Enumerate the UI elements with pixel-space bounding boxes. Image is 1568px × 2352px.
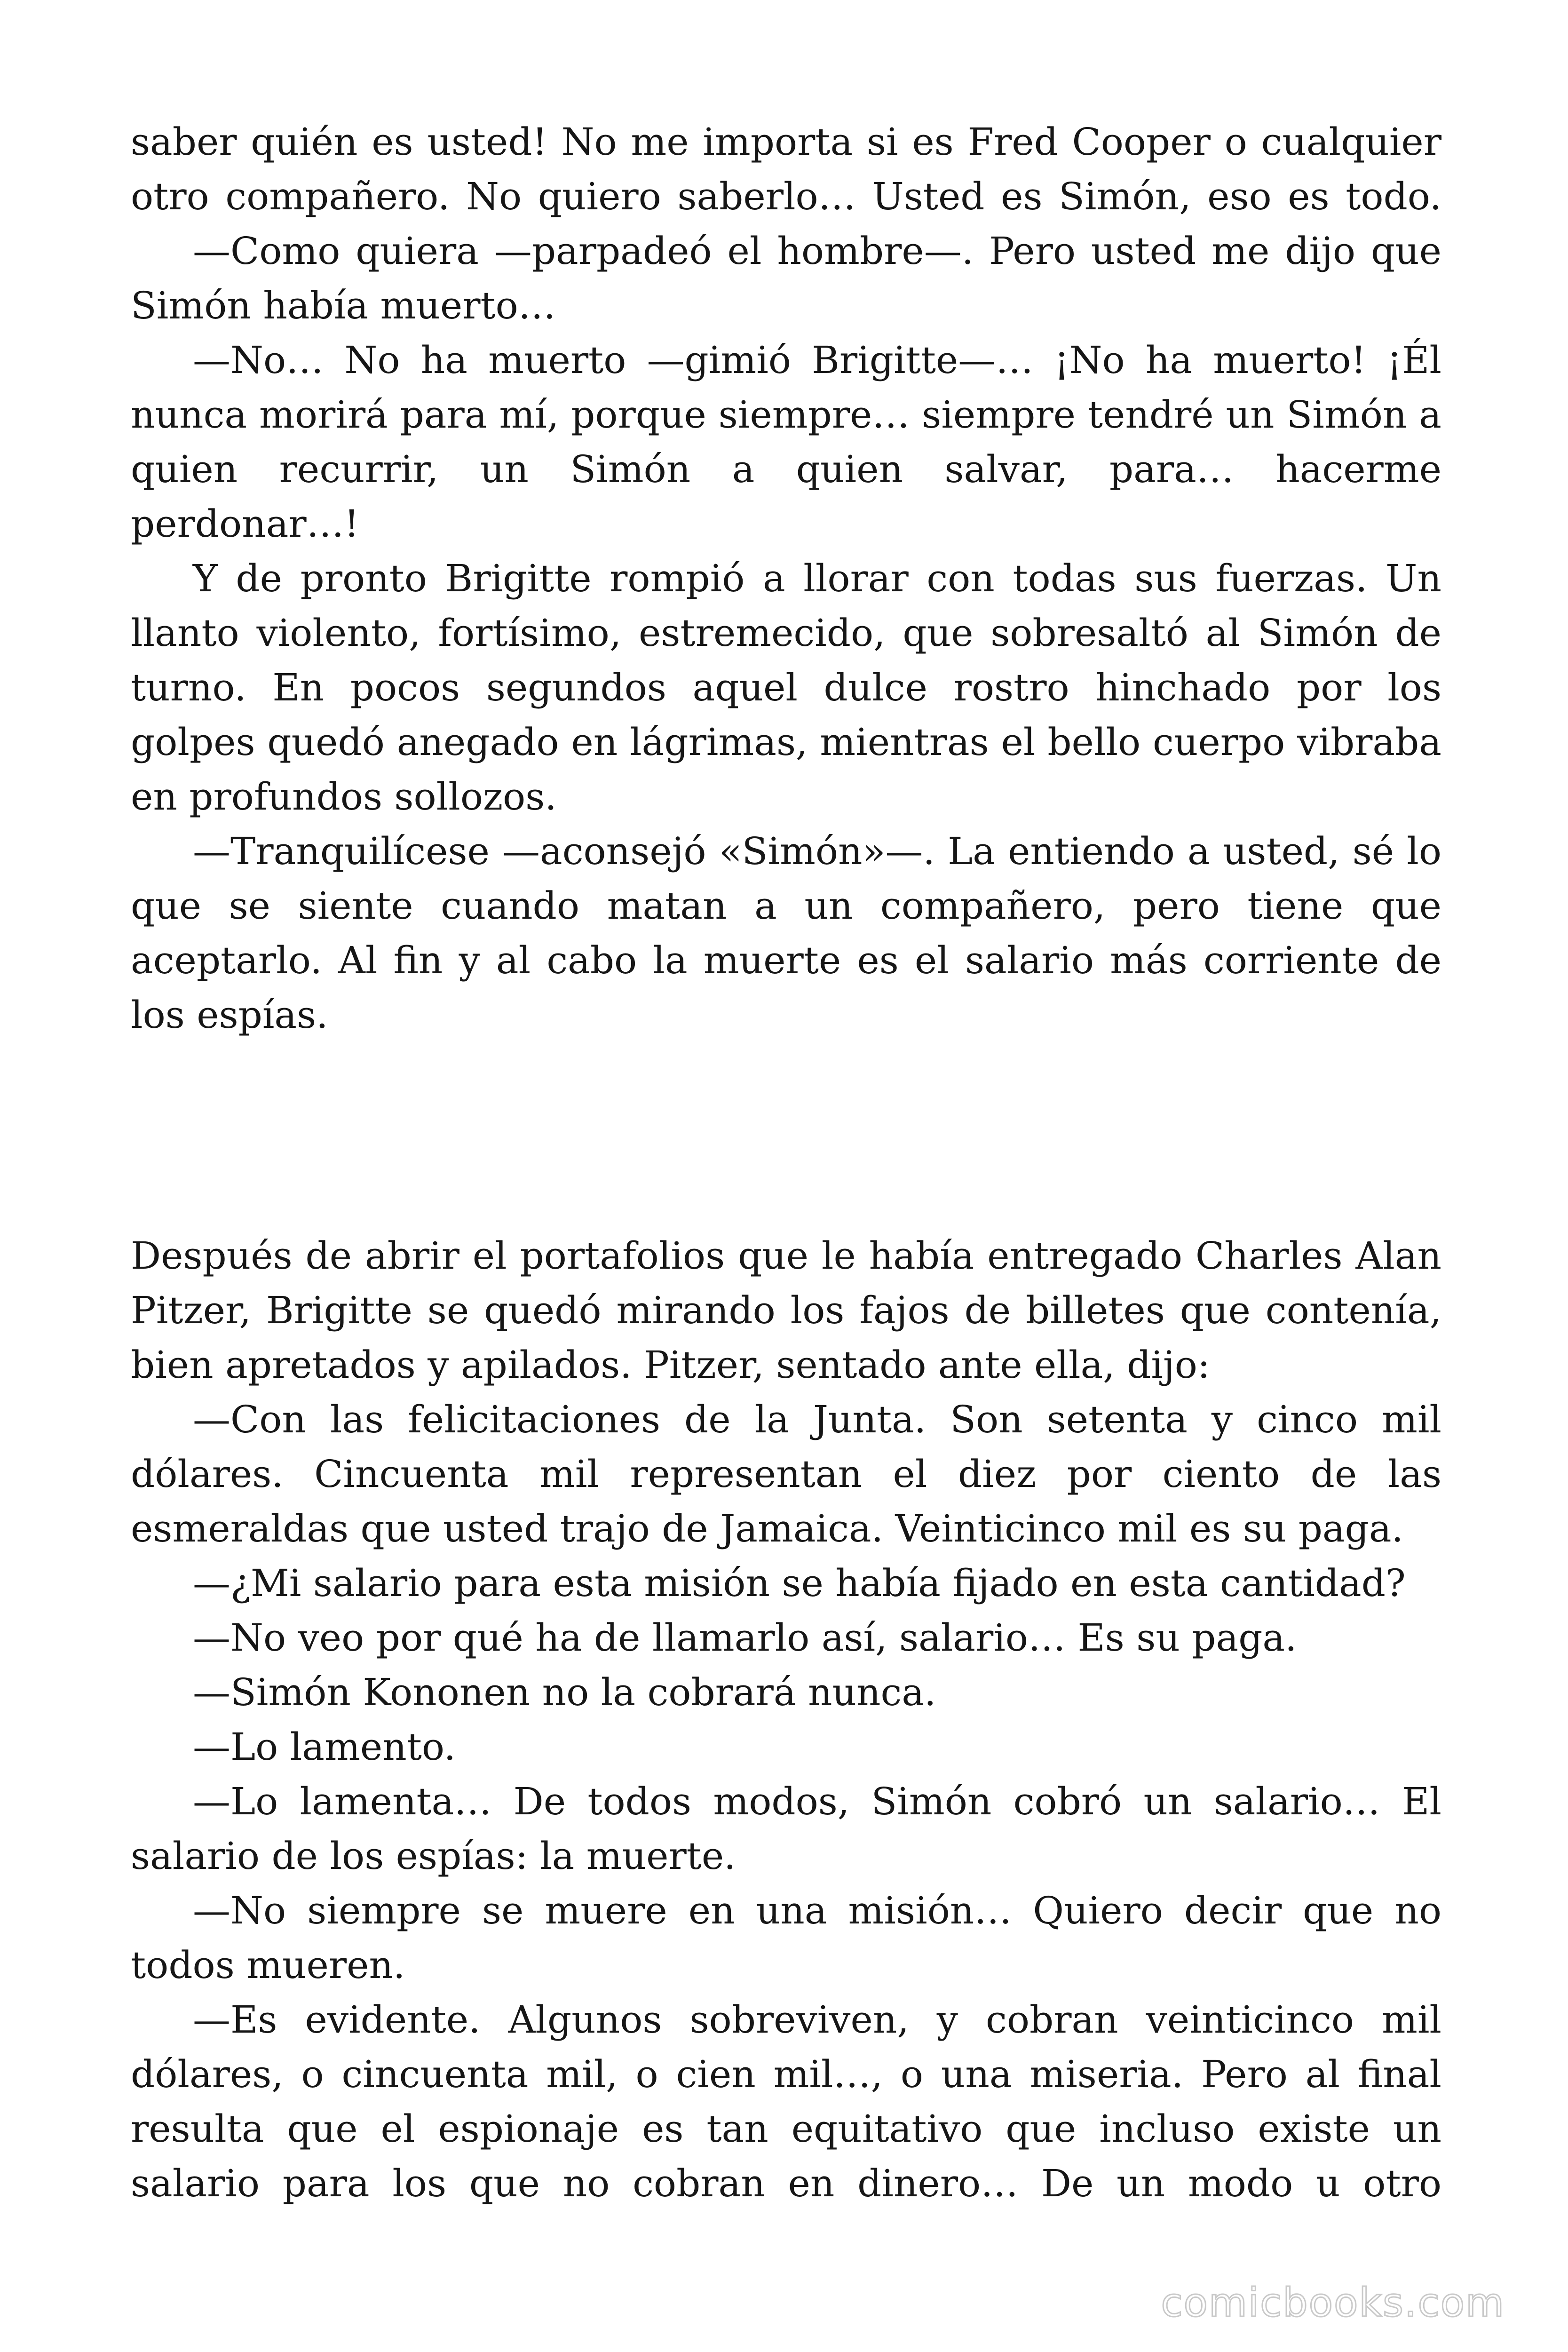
text-line: resulta que el espionaje es tan equitativo que incluso existe un <box>131 2107 1441 2151</box>
text-line: los espías. <box>131 993 328 1037</box>
text-line: salario de los espías: la muerte. <box>131 1834 736 1878</box>
watermark: comicbooks.com <box>1161 2280 1505 2326</box>
text-line: turno. En pocos segundos aquel dulce rostro hinchado por los <box>131 666 1441 709</box>
text-line: —Como quiera —parpadeó el hombre—. Pero usted me dijo que <box>193 229 1441 273</box>
text-line: dólares. Cincuenta mil representan el diez por ciento de las <box>131 1452 1441 1496</box>
text-line: llanto violento, fortísimo, estremecido, que sobresaltó al Simón de <box>131 611 1441 655</box>
text-line: salario para los que no cobran en dinero… De un modo u otro <box>131 2161 1441 2205</box>
text-line: en profundos sollozos. <box>131 775 557 818</box>
text-line: —Lo lamenta… De todos modos, Simón cobró un salario… El <box>193 1780 1441 1823</box>
text-line: Pitzer, Brigitte se quedó mirando los fajos de billetes que contenía, <box>131 1288 1441 1332</box>
text-line: —Simón Kononen no la cobrará nunca. <box>193 1670 936 1714</box>
text-line: Simón había muerto… <box>131 284 556 327</box>
text-line: —No veo por qué ha de llamarlo así, salario… Es su paga. <box>193 1616 1297 1660</box>
text-line: Y de pronto Brigitte rompió a llorar con todas sus fuerzas. Un <box>193 556 1441 600</box>
text-line: —¿Mi salario para esta misión se había fijado en esta cantidad? <box>193 1561 1406 1605</box>
text-line: otro compañero. No quiero saberlo… Usted es Simón, eso es todo. <box>131 175 1441 218</box>
text-line: saber quién es usted! No me importa si es Fred Cooper o cualquier <box>131 120 1441 164</box>
text-line: golpes quedó anegado en lágrimas, mientras el bello cuerpo vibraba <box>131 720 1441 764</box>
text-line: —Lo lamento. <box>193 1725 456 1769</box>
text-line: nunca morirá para mí, porque siempre… siempre tendré un Simón a <box>131 393 1441 437</box>
text-line: aceptarlo. Al fin y al cabo la muerte es el salario más corriente de <box>131 938 1441 982</box>
text-line: todos mueren. <box>131 1943 405 1987</box>
text-line: quien recurrir, un Simón a quien salvar, para… hacerme <box>131 447 1441 491</box>
text-line: —No siempre se muere en una misión… Quiero decir que no <box>193 1889 1441 1932</box>
text-line: que se siente cuando matan a un compañero, pero tiene que <box>131 884 1441 928</box>
text-line: —No… No ha muerto —gimió Brigitte—… ¡No ha muerto! ¡Él <box>193 338 1441 382</box>
text-line: —Con las felicitaciones de la Junta. Son setenta y cinco mil <box>193 1398 1441 1441</box>
text-line: perdonar…! <box>131 502 359 546</box>
text-line: bien apretados y apilados. Pitzer, sentado ante ella, dijo: <box>131 1343 1210 1387</box>
text-line: —Es evidente. Algunos sobreviven, y cobran veinticinco mil <box>193 1998 1441 2042</box>
text-line: dólares, o cincuenta mil, o cien mil…, o una miseria. Pero al final <box>131 2052 1441 2096</box>
text-line: —Tranquilícese —aconsejó «Simón»—. La entiendo a usted, sé lo <box>193 829 1441 873</box>
text-line: Después de abrir el portafolios que le había entregado Charles Alan <box>131 1234 1441 1278</box>
text-line: esmeraldas que usted trajo de Jamaica. Veinticinco mil es su paga. <box>131 1507 1403 1550</box>
